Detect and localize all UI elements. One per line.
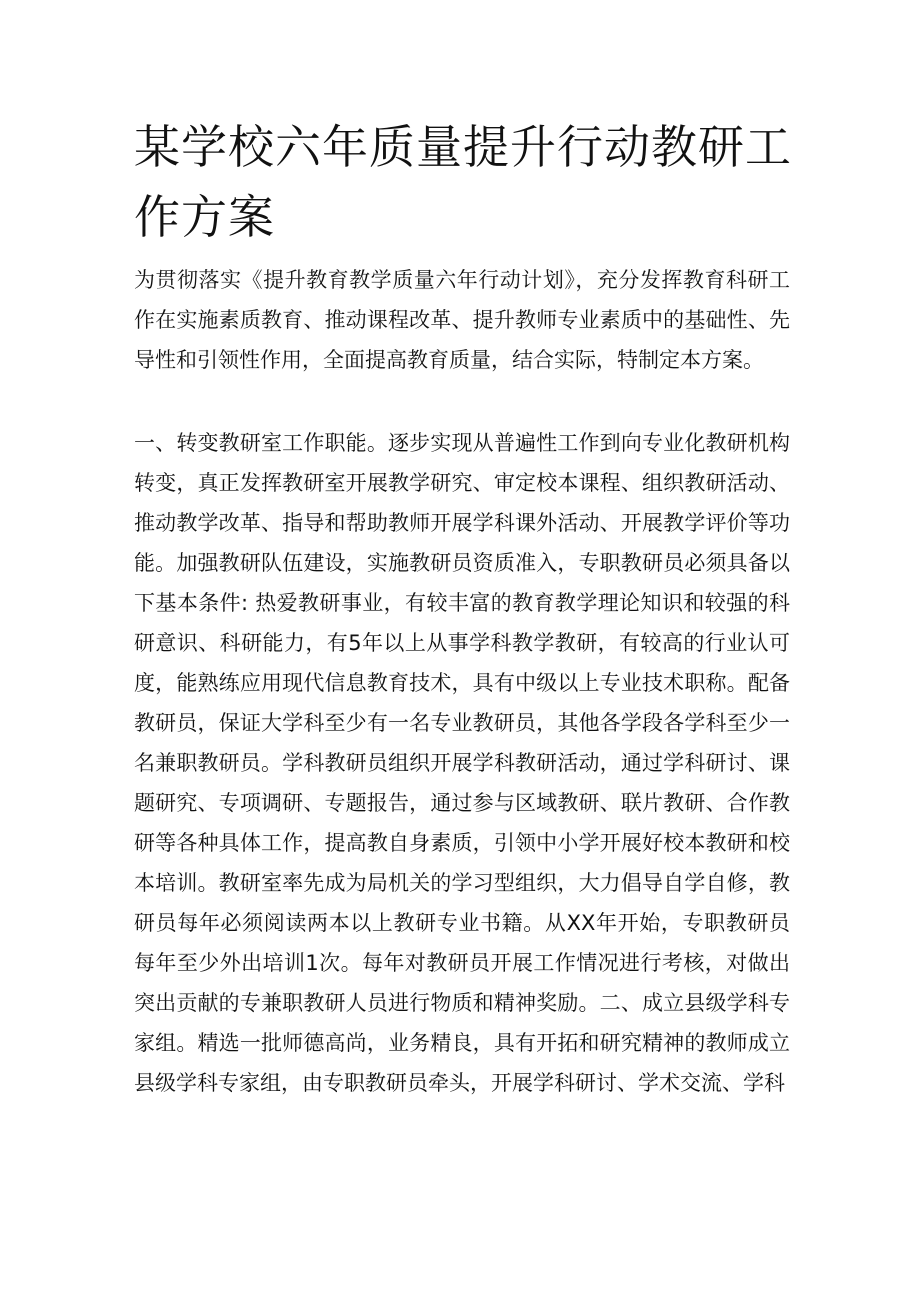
document-title: 某学校六年质量提升行动教研工作方案: [134, 120, 792, 244]
section-one-paragraph: 一、转变教研室工作职能。逐步实现从普遍性工作到向专业化教研机构转变，真正发挥教研室开展教学研究、审定校本课程、组织教研活动、推动教学改革、指导和帮助教师开展学科课外活动、开展教学评价等功能。加强教研队伍建设，实施教研员资质准入，专职教研员必须具备以下基本条件: 热爱教研事业，有较丰富的教育教学理论知识和较强的科研意识、科研能力，有5年以上从事学科教学教研，有较高的行业认可度，能熟练应用现代信息教育技术，具有中级以上专业技术职称。配备教研员，保证大学科至少有一名专业教研员，其他各学段各学科至少一名兼职教研员。学科教研员组织开展学科教研活动，通过学科研讨、课题研究、专项调研、专题报告，通过参与区域教研、联片教研、合作教研等各种具体工作，提高教自身素质，引领中小学开展好校本教研和校本培训。教研室率先成为局机关的学习型组织，大力倡导自学自修，教研员每年必须阅读两本以上教研专业书籍。从XX年开始，专职教研员每年至少外出培训1次。每年对教研员开展工作情况进行考核，对做出突出贡献的专兼职教研人员进行物质和精神奖励。二、成立县级学科专家组。精选一批师德高尚，业务精良，具有开拓和研究精神的教师成立县级学科专家组，由专职教研员牵头，开展学科研讨、学术交流、学科: [134, 431, 790, 1095]
intro-paragraph: 为贯彻落实《提升教育教学质量六年行动计划》，充分发挥教育科研工作在实施素质教育、推动课程改革、提升教师专业素质中的基础性、先导性和引领性作用，全面提高教育质量，结合实际，特制定本方案。: [134, 268, 790, 372]
